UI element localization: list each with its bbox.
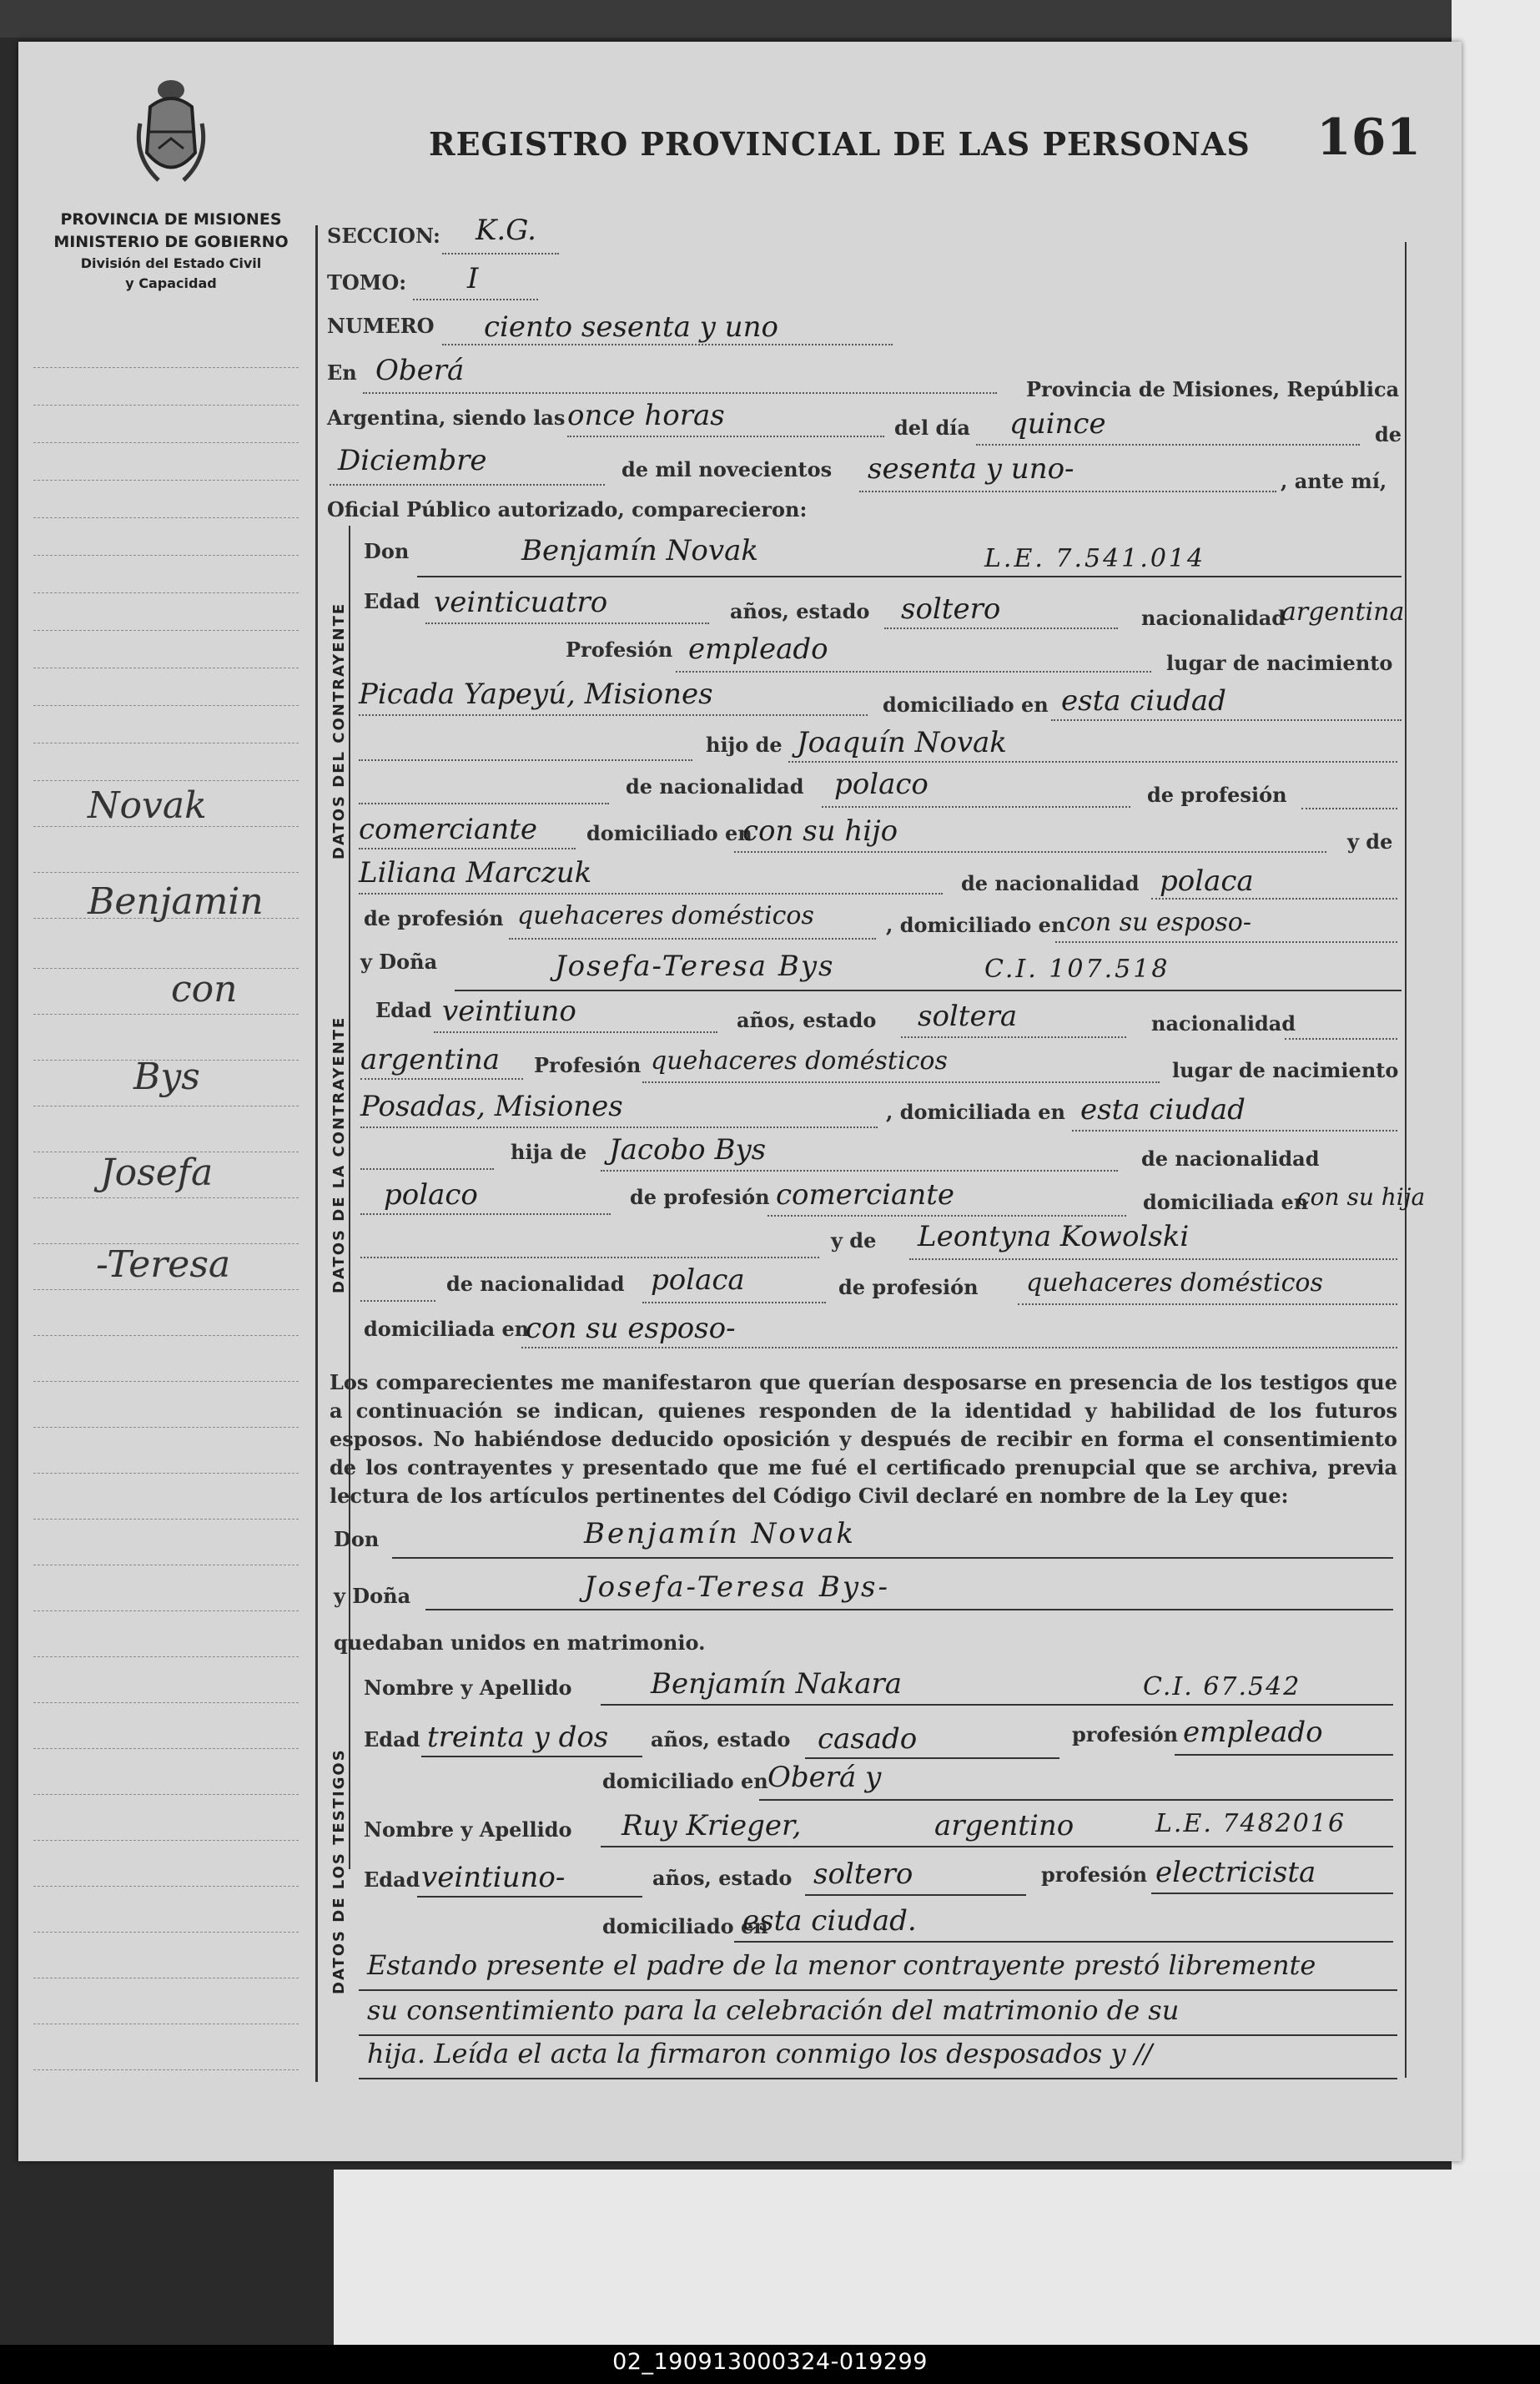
padre-nacionalidad: polaco bbox=[834, 768, 929, 801]
lugar-label: lugar de nacimiento bbox=[1172, 1058, 1399, 1082]
contrayente-profesion: empleado bbox=[688, 633, 828, 666]
mil-label: de mil novecientos bbox=[622, 457, 833, 481]
testigos-side-label: DATOS DE LOS TESTIGOS bbox=[330, 1748, 348, 1994]
t1-estado: casado bbox=[818, 1722, 918, 1756]
madre-dom-label: domiciliada en bbox=[364, 1317, 530, 1341]
image-id-label: 02_190913000324-019299 bbox=[612, 2349, 928, 2375]
declaracion-text: Los comparecientes me manifestaron que querían desposarse en presencia de los testigos que a continuación se indican, quienes responden de la identidad y habilidad de los futuros esposos. No habiéndose deducido oposición y después de recibir en forma el consentimiento de los contrayentes y presentado que me fué el certificado prenupcial que se archiva, previa lectura de los artículos pertinentes del Código Civil declaré en nombre de la Ley que: bbox=[330, 1370, 1397, 1508]
seccion-label: SECCION: bbox=[327, 224, 440, 248]
hora-value: once horas bbox=[567, 399, 725, 432]
nacionalidad-label: nacionalidad bbox=[1151, 1011, 1296, 1036]
madre-nombre: Liliana Marczuk bbox=[359, 856, 592, 890]
coat-of-arms-icon bbox=[125, 73, 217, 190]
numero-label: NUMERO bbox=[327, 314, 435, 338]
contrayenta-madre-nac: polaca bbox=[651, 1263, 745, 1297]
contrayente-doc: L.E. 7.541.014 bbox=[984, 544, 1206, 573]
padre-nac-label: de nacionalidad bbox=[626, 774, 804, 799]
contrayenta-doc: C.I. 107.518 bbox=[984, 955, 1170, 984]
page-number: 161 bbox=[1316, 108, 1422, 167]
contrayenta-madre-dom: con su esposo- bbox=[526, 1312, 736, 1345]
tomo-value: I bbox=[467, 262, 479, 295]
contrayente-side-label: DATOS DEL CONTRAYENTE bbox=[330, 602, 348, 859]
numero-value: ciento sesenta y uno bbox=[484, 310, 778, 344]
padre-prof-label: de profesión bbox=[1147, 783, 1287, 807]
t2-edad-label: Edad bbox=[364, 1867, 420, 1892]
padre-domicilio: con su hijo bbox=[742, 814, 898, 848]
t1-nombre-label: Nombre y Apellido bbox=[364, 1676, 572, 1700]
contrayenta-nombre: Josefa-Teresa Bys bbox=[555, 950, 835, 983]
t2-dom-label: domiciliado en bbox=[602, 1914, 768, 1938]
contrayenta-nacionalidad: argentina bbox=[360, 1043, 501, 1076]
madre-nac-label: de nacionalidad bbox=[961, 871, 1140, 895]
y-de-label: y de bbox=[831, 1228, 877, 1252]
anios-estado-label: años, estado bbox=[730, 599, 870, 623]
padre-profesion: comerciante bbox=[359, 813, 537, 846]
contrayenta-profesion: quehaceres domésticos bbox=[651, 1046, 948, 1076]
province-line-3: División del Estado Civil bbox=[80, 255, 262, 271]
province-line-1: PROVINCIA DE MISIONES bbox=[60, 210, 282, 229]
profesion-label: Profesión bbox=[534, 1053, 642, 1077]
province-line-2: MINISTERIO DE GOBIERNO bbox=[53, 233, 289, 251]
edad-label: Edad bbox=[364, 589, 420, 613]
t2-edad: veintiuno- bbox=[421, 1861, 566, 1894]
scan-background-top bbox=[0, 0, 1540, 38]
ante-label: , ante mí, bbox=[1281, 469, 1387, 493]
profesion-label: Profesión bbox=[566, 638, 673, 662]
madre-nacionalidad: polaca bbox=[1160, 864, 1254, 898]
en-value: Oberá bbox=[375, 354, 465, 387]
del-dia-label: del día bbox=[894, 416, 970, 440]
inner-vertical-rule bbox=[349, 526, 350, 1869]
t1-nombre: Benjamín Nakara bbox=[651, 1667, 903, 1701]
provincia-text: Provincia de Misiones, República bbox=[1026, 377, 1400, 401]
hijo-de-label: hijo de bbox=[706, 733, 783, 757]
margin-note-line: Benjamin bbox=[88, 880, 264, 923]
madre-domicilio: con su esposo- bbox=[1066, 908, 1251, 937]
contrayente-edad: veinticuatro bbox=[434, 586, 608, 619]
contrayenta-madre-prof: quehaceres domésticos bbox=[1026, 1268, 1323, 1298]
domiciliado-label: domiciliado en bbox=[883, 693, 1049, 717]
contrayenta-edad: veintiuno bbox=[442, 995, 576, 1028]
t1-edad-label: Edad bbox=[364, 1727, 420, 1751]
right-vertical-rule bbox=[1405, 242, 1407, 2078]
en-label: En bbox=[327, 360, 357, 385]
contrayente-nombre: Benjamín Novak bbox=[521, 534, 758, 567]
nacionalidad-label: nacionalidad bbox=[1141, 606, 1286, 630]
don-label: Don bbox=[364, 539, 410, 563]
edad-label: Edad bbox=[375, 998, 432, 1022]
dona-label: y Doña bbox=[360, 950, 438, 974]
t1-dom-label: domiciliado en bbox=[602, 1769, 768, 1793]
contrayenta-padre-prof: comerciante bbox=[776, 1178, 954, 1212]
padre-dom-label: domiciliado en bbox=[586, 821, 752, 845]
anio-value: sesenta y uno- bbox=[868, 452, 1074, 486]
y-de-label: y de bbox=[1347, 829, 1393, 854]
oficial-text: Oficial Público autorizado, comparecieron: bbox=[327, 497, 808, 522]
contrayente-domicilio: esta ciudad bbox=[1061, 684, 1226, 718]
padre-dom-label: domiciliada en bbox=[1143, 1190, 1309, 1214]
t2-nombre: Ruy Krieger, bbox=[622, 1809, 802, 1842]
contrayenta-side-label: DATOS DE LA CONTRAYENTE bbox=[330, 1016, 348, 1293]
madre-profesion: quehaceres domésticos bbox=[517, 901, 814, 930]
dia-value: quince bbox=[1009, 407, 1106, 441]
declaracion-dona: Josefa-Teresa Bys- bbox=[584, 1570, 890, 1604]
contrayente-nacionalidad: argentina bbox=[1281, 597, 1405, 627]
t2-nacionalidad: argentino bbox=[934, 1809, 1074, 1842]
contrayenta-madre: Leontyna Kowolski bbox=[918, 1220, 1190, 1253]
nota-line-2: su consentimiento para la celebración del matrimonio de su bbox=[367, 1994, 1180, 2026]
t1-dom: Oberá y bbox=[767, 1761, 882, 1794]
declaracion-don: Benjamín Novak bbox=[584, 1517, 856, 1550]
mes-value: Diciembre bbox=[338, 444, 487, 477]
lugar-label: lugar de nacimiento bbox=[1166, 651, 1393, 675]
hija-de-label: hija de bbox=[511, 1140, 587, 1164]
scan-background-right bbox=[1452, 0, 1540, 2384]
page-title: REGISTRO PROVINCIAL DE LAS PERSONAS bbox=[429, 125, 1251, 163]
contrayenta-estado: soltera bbox=[918, 1000, 1018, 1033]
t2-estado: soltero bbox=[813, 1857, 913, 1891]
margin-note-line: Novak bbox=[88, 784, 207, 827]
padre-nac-label: de nacionalidad bbox=[1141, 1147, 1320, 1171]
contrayenta-padre-nac: polaco bbox=[384, 1178, 478, 1212]
contrayenta-padre: Jacobo Bys bbox=[609, 1133, 767, 1167]
nota-line-1: Estando presente el padre de la menor contrayente prestó libremente bbox=[367, 1949, 1316, 1981]
scan-background-bottom bbox=[334, 2170, 1540, 2345]
margin-note-line: Bys bbox=[133, 1056, 200, 1098]
contrayenta-domicilio: esta ciudad bbox=[1080, 1093, 1246, 1126]
contrayente-lugar: Picada Yapeyú, Misiones bbox=[359, 678, 713, 711]
t2-doc: L.E. 7482016 bbox=[1155, 1809, 1346, 1838]
margin-note-line: -Teresa bbox=[96, 1243, 231, 1286]
t2-anios-label: años, estado bbox=[652, 1866, 793, 1890]
madre-dom-label: , domiciliado en bbox=[886, 913, 1066, 937]
contrayente-estado: soltero bbox=[901, 592, 1001, 626]
padre-nombre: Joaquín Novak bbox=[797, 726, 1007, 759]
unidos-text: quedaban unidos en matrimonio. bbox=[334, 1630, 706, 1655]
t1-prof-label: profesión bbox=[1072, 1722, 1179, 1746]
t1-anios-label: años, estado bbox=[651, 1727, 791, 1751]
t1-prof: empleado bbox=[1183, 1716, 1323, 1749]
dona-label: y Doña bbox=[334, 1584, 411, 1608]
don-label: Don bbox=[334, 1527, 380, 1551]
padre-prof-label: de profesión bbox=[630, 1185, 770, 1209]
t1-doc: C.I. 67.542 bbox=[1143, 1672, 1301, 1701]
province-line-4: y Capacidad bbox=[125, 275, 217, 291]
madre-prof-label: de profesión bbox=[364, 906, 504, 930]
t2-dom: esta ciudad. bbox=[742, 1904, 917, 1938]
t1-edad: treinta y dos bbox=[427, 1721, 609, 1754]
province-header bbox=[33, 209, 309, 294]
margin-note-line: con bbox=[171, 968, 238, 1011]
contrayenta-padre-dom: con su hija bbox=[1297, 1183, 1426, 1211]
t2-prof: electricista bbox=[1155, 1856, 1316, 1889]
madre-prof-label: de profesión bbox=[838, 1275, 979, 1299]
anios-estado-label: años, estado bbox=[737, 1008, 877, 1032]
t2-nombre-label: Nombre y Apellido bbox=[364, 1817, 572, 1842]
seccion-value: K.G. bbox=[476, 214, 536, 247]
t2-prof-label: profesión bbox=[1041, 1862, 1148, 1887]
margin-note-line: Josefa bbox=[100, 1152, 214, 1194]
domiciliada-label: , domiciliada en bbox=[886, 1100, 1065, 1124]
argentina-text: Argentina, siendo las bbox=[327, 406, 566, 430]
madre-nac-label: de nacionalidad bbox=[446, 1272, 625, 1296]
left-vertical-rule bbox=[315, 225, 318, 2082]
tomo-label: TOMO: bbox=[327, 270, 407, 295]
de-label: de bbox=[1375, 422, 1402, 446]
contrayenta-lugar: Posadas, Misiones bbox=[360, 1090, 623, 1123]
nota-line-3: hija. Leída el acta la firmaron conmigo los desposados y // bbox=[367, 2038, 1153, 2069]
